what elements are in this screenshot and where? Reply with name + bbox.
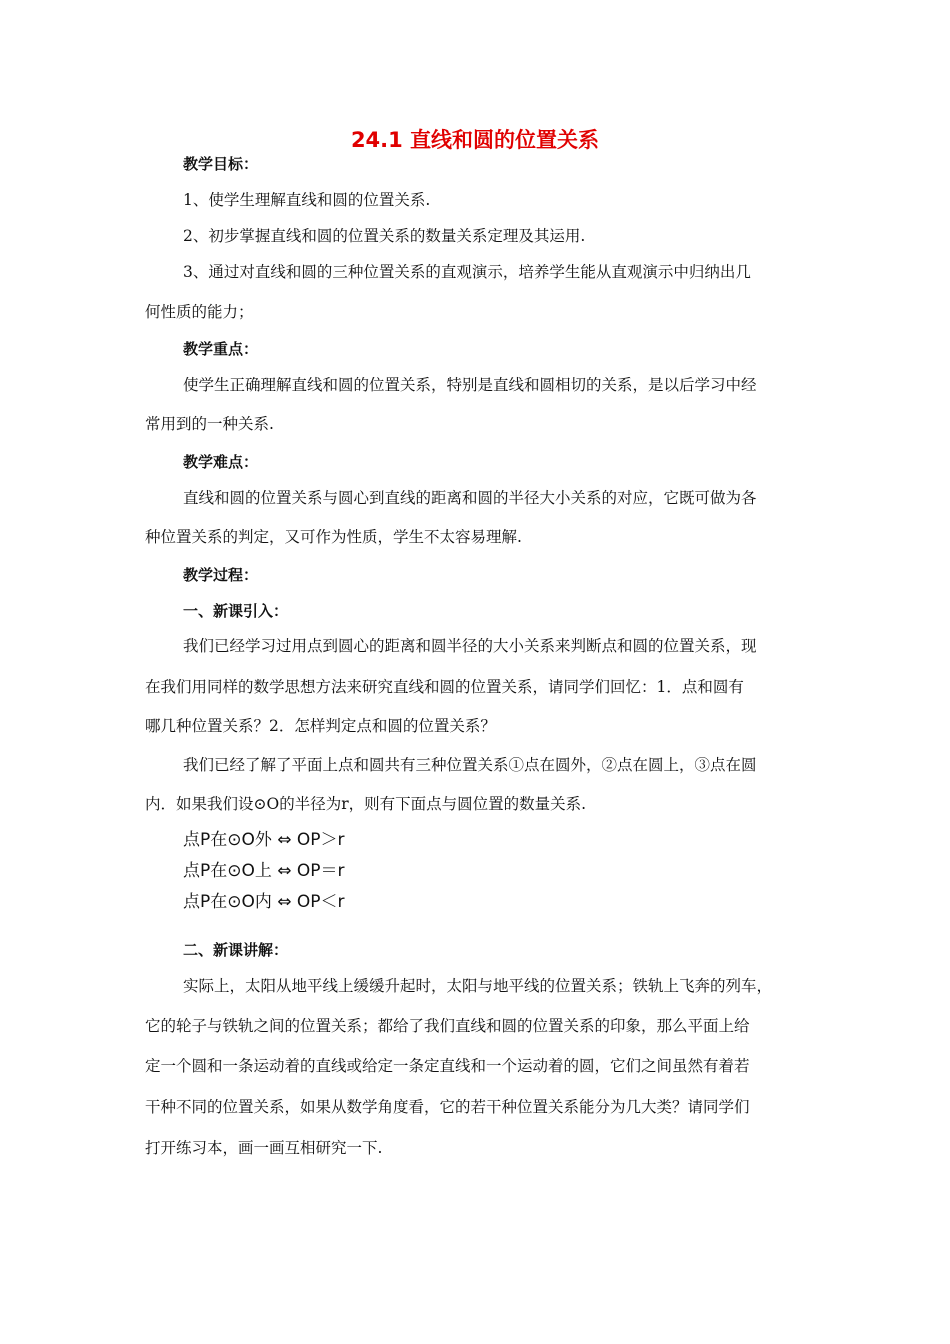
formula-outside: 点P在⊙O外 ⇔ OP＞r xyxy=(183,830,345,850)
lecture-line5: 打开练习本，画一画互相研究一下. xyxy=(145,1139,383,1157)
intro-p2-line2: 内．如果我们设⊙O的半径为r，则有下面点与圆位置的数量关系. xyxy=(145,795,587,813)
difficulty-line2: 种位置关系的判定，又可作为性质，学生不太容易理解. xyxy=(145,528,522,546)
lecture-line2: 它的轮子与铁轨之间的位置关系；都给了我们直线和圆的位置关系的印象，那么平面上给 xyxy=(145,1017,750,1035)
page-title: 24.1 直线和圆的位置关系 xyxy=(350,128,600,152)
lecture-heading: 二、新课讲解： xyxy=(183,941,289,959)
key-point-line2: 常用到的一种关系. xyxy=(145,415,274,433)
intro-p2-line1: 我们已经了解了平面上点和圆共有三种位置关系①点在圆外，②点在圆上，③点在圆 xyxy=(183,756,757,774)
intro-p1-line2: 在我们用同样的数学思想方法来研究直线和圆的位置关系，请同学们回忆：1．点和圆有 xyxy=(145,678,744,696)
difficulty-heading: 教学难点： xyxy=(183,453,259,471)
lecture-line1: 实际上，太阳从地平线上缓缓升起时，太阳与地平线的位置关系；铁轨上飞奔的列车， xyxy=(183,977,773,995)
goal-item-2: 2、初步掌握直线和圆的位置关系的数量关系定理及其运用. xyxy=(183,227,586,245)
formula-on: 点P在⊙O上 ⇔ OP＝r xyxy=(183,861,345,881)
formula-inside: 点P在⊙O内 ⇔ OP＜r xyxy=(183,892,345,912)
lecture-line4: 干种不同的位置关系，如果从数学角度看，它的若干种位置关系能分为几大类？请同学们 xyxy=(145,1098,750,1116)
goal-item-3-line1: 3、通过对直线和圆的三种位置关系的直观演示，培养学生能从直观演示中归纳出几 xyxy=(183,263,751,281)
goal-item-1: 1、使学生理解直线和圆的位置关系. xyxy=(183,191,431,209)
goals-heading: 教学目标： xyxy=(183,155,259,173)
key-point-heading: 教学重点： xyxy=(183,340,259,358)
key-point-line1: 使学生正确理解直线和圆的位置关系，特别是直线和圆相切的关系，是以后学习中经 xyxy=(183,376,757,394)
lecture-line3: 定一个圆和一条运动着的直线或给定一条定直线和一个运动着的圆，它们之间虽然有着若 xyxy=(145,1057,750,1075)
intro-p1-line3: 哪几种位置关系？2．怎样判定点和圆的位置关系？ xyxy=(145,717,496,735)
process-heading: 教学过程： xyxy=(183,566,259,584)
intro-heading: 一、新课引入： xyxy=(183,602,289,620)
difficulty-line1: 直线和圆的位置关系与圆心到直线的距离和圆的半径大小关系的对应，它既可做为各 xyxy=(183,489,757,507)
intro-p1-line1: 我们已经学习过用点到圆心的距离和圆半径的大小关系来判断点和圆的位置关系，现 xyxy=(183,637,757,655)
goal-item-3-line2: 何性质的能力； xyxy=(145,303,254,321)
